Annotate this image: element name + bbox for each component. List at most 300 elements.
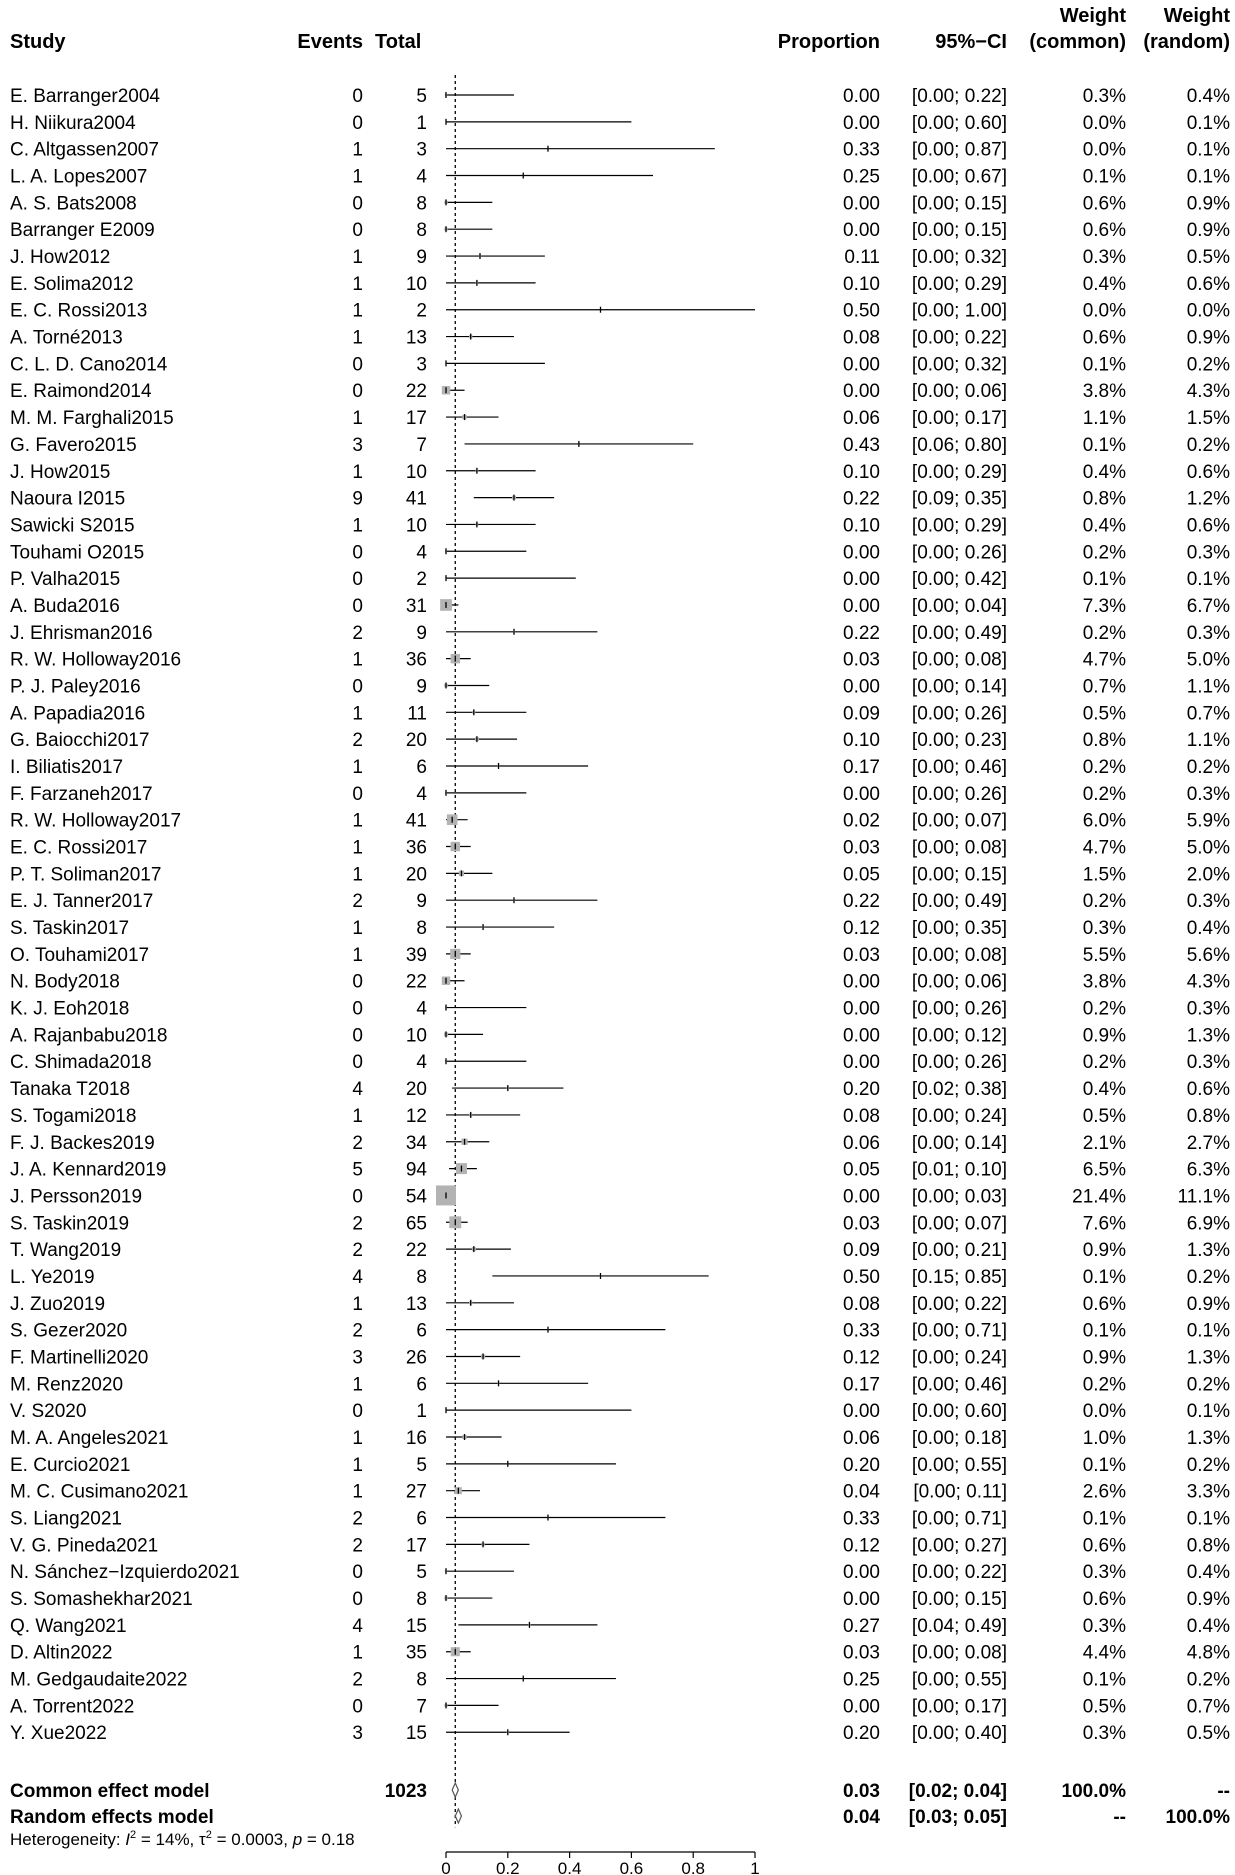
study-total: 9 [416,676,427,698]
study-weight-random: 0.6% [1186,461,1230,483]
study-total: 5 [416,86,427,107]
study-weight-random: 0.3% [1186,783,1230,805]
study-weight-random: 0.8% [1186,1535,1230,1557]
study-ci: [0.00; 0.46] [911,1374,1007,1396]
study-total: 4 [416,166,427,188]
study-weight-random: 4.3% [1186,381,1230,403]
study-name: G. Favero2015 [10,434,137,456]
study-total: 7 [416,434,427,456]
study-proportion: 0.00 [843,1589,880,1611]
study-proportion: 0.12 [843,1535,880,1557]
study-total: 94 [405,1159,427,1181]
study-weight-random: 5.6% [1186,944,1230,966]
study-total: 10 [405,1025,427,1047]
study-weight-random: 1.5% [1186,408,1230,430]
study-ci: [0.00; 0.26] [911,542,1007,564]
study-total: 7 [416,1696,427,1718]
study-events: 0 [352,354,363,376]
study-ci: [0.00; 0.87] [911,139,1007,161]
x-tick-label: 0 [441,1859,451,1875]
study-weight-common: 0.1% [1082,434,1126,456]
study-proportion: 0.10 [843,730,880,752]
x-tick-label: 0.6 [619,1859,644,1875]
study-weight-common: 6.0% [1082,810,1126,832]
study-weight-common: 0.0% [1082,1401,1126,1423]
study-weight-random: 0.7% [1186,703,1230,725]
study-weight-common: 4.7% [1082,649,1126,671]
study-weight-random: 0.0% [1186,300,1230,322]
model-proportion: 0.03 [843,1781,880,1802]
study-weight-random: 0.3% [1186,542,1230,564]
study-ci: [0.00; 0.60] [911,112,1007,134]
study-total: 54 [405,1186,427,1208]
model-weight-random: -- [1217,1781,1230,1802]
study-proportion: 0.00 [843,381,880,403]
study-ci: [0.00; 0.06] [911,971,1007,993]
study-ci: [0.00; 0.22] [911,327,1007,349]
study-ci: [0.04; 0.49] [911,1615,1007,1637]
study-ci: [0.06; 0.80] [911,434,1007,456]
study-ci: [0.00; 0.14] [911,676,1007,698]
study-name: G. Baiocchi2017 [10,730,150,752]
study-weight-common: 5.5% [1082,944,1126,966]
study-name: L. A. Lopes2007 [10,166,148,188]
study-ci: [0.00; 0.03] [911,1186,1007,1208]
study-weight-common: 0.3% [1082,247,1126,269]
study-proportion: 0.25 [843,1669,880,1691]
study-weight-random: 1.3% [1186,1025,1230,1047]
study-name: R. W. Holloway2017 [10,810,182,832]
study-total: 39 [405,944,427,966]
study-weight-common: 1.5% [1082,864,1126,886]
study-weight-random: 0.1% [1186,112,1230,134]
study-events: 0 [352,220,363,242]
study-weight-random: 4.8% [1186,1642,1230,1664]
study-total: 34 [405,1132,427,1154]
header-total: Total [375,31,422,53]
study-weight-common: 0.6% [1082,193,1126,215]
study-events: 0 [352,1186,363,1208]
study-weight-random: 0.2% [1186,1669,1230,1691]
study-weight-random: 1.1% [1186,676,1230,698]
study-proportion: 0.08 [843,1293,880,1315]
study-weight-random: 0.2% [1186,1454,1230,1476]
study-proportion: 0.33 [843,139,880,161]
study-events: 1 [352,703,363,725]
model-ci: [0.03; 0.05] [908,1807,1007,1828]
study-weight-common: 0.3% [1082,1562,1126,1584]
study-weight-common: 0.9% [1082,1240,1126,1262]
p-value: = 0.18 [302,1830,355,1849]
study-proportion: 0.04 [843,1481,880,1503]
study-events: 0 [352,193,363,215]
study-weight-common: 1.0% [1082,1428,1126,1449]
study-ci: [0.00; 0.04] [911,595,1007,617]
study-events: 2 [352,1508,363,1530]
study-weight-common: 0.3% [1082,86,1126,107]
study-name: D. Altin2022 [10,1642,113,1664]
study-weight-random: 0.4% [1186,918,1230,940]
study-total: 36 [405,649,427,671]
study-events: 0 [352,1401,363,1423]
study-ci: [0.00; 0.18] [911,1428,1007,1449]
study-name: F. Martinelli2020 [10,1347,149,1369]
study-total: 9 [416,891,427,913]
study-weight-common: 0.7% [1082,676,1126,698]
study-total: 12 [405,1105,427,1127]
study-proportion: 0.50 [843,300,880,322]
study-weight-common: 0.0% [1082,300,1126,322]
study-total: 35 [405,1642,427,1664]
study-proportion: 0.27 [843,1615,880,1637]
study-total: 22 [405,381,427,403]
study-weight-common: 0.3% [1082,1723,1126,1745]
header-ci: 95%−CI [935,31,1007,53]
study-events: 1 [352,810,363,832]
study-name: C. L. D. Cano2014 [10,354,168,376]
study-proportion: 0.10 [843,461,880,483]
study-ci: [0.00; 0.29] [911,461,1007,483]
plot-marks [436,75,755,1827]
study-ci: [0.00; 0.15] [911,1589,1007,1611]
study-proportion: 0.00 [843,1052,880,1074]
study-ci: [0.00; 0.24] [911,1347,1007,1369]
study-name: Q. Wang2021 [10,1615,127,1637]
study-weight-common: 2.1% [1082,1132,1126,1154]
study-events: 2 [352,1132,363,1154]
study-proportion: 0.00 [843,1186,880,1208]
study-proportion: 0.05 [843,1159,880,1181]
study-name: E. C. Rossi2013 [10,300,148,322]
study-total: 6 [416,1374,427,1396]
study-proportion: 0.00 [843,193,880,215]
study-events: 0 [352,676,363,698]
study-events: 0 [352,112,363,134]
study-events: 2 [352,1213,363,1235]
study-ci: [0.00; 0.12] [911,1025,1007,1047]
study-name: E. Solima2012 [10,273,134,295]
study-weight-common: 0.3% [1082,918,1126,940]
study-proportion: 0.00 [843,595,880,617]
study-proportion: 0.11 [844,247,880,269]
study-weight-random: 3.3% [1186,1481,1230,1503]
study-name: E. Barranger2004 [10,86,160,107]
study-weight-common: 0.2% [1082,1374,1126,1396]
study-events: 4 [352,1615,363,1637]
column-headers [10,5,1230,53]
study-proportion: 0.33 [843,1508,880,1530]
study-weight-random: 6.7% [1186,595,1230,617]
study-name: A. Torné2013 [10,327,123,349]
study-weight-random: 0.1% [1186,139,1230,161]
study-ci: [0.01; 0.10] [911,1159,1007,1181]
study-total: 11 [407,703,427,725]
study-proportion: 0.20 [843,1723,880,1745]
study-ci: [0.00; 0.26] [911,1052,1007,1074]
heterogeneity-text [10,1829,355,1849]
study-name: J. Persson2019 [10,1186,143,1208]
study-events: 2 [352,1320,363,1342]
study-weight-random: 0.9% [1186,220,1230,242]
study-total: 1 [416,112,427,134]
model-proportion: 0.04 [843,1807,880,1828]
study-events: 1 [352,515,363,537]
study-total: 13 [405,327,427,349]
study-events: 1 [352,1454,363,1476]
study-proportion: 0.00 [843,542,880,564]
study-events: 0 [352,86,363,107]
study-total: 10 [405,515,427,537]
study-events: 1 [352,837,363,859]
study-weight-random: 0.5% [1186,247,1230,269]
study-ci: [0.00; 0.24] [911,1105,1007,1127]
study-events: 0 [352,569,363,591]
study-ci: [0.00; 0.26] [911,783,1007,805]
study-name: J. A. Kennard2019 [10,1159,167,1181]
study-ci: [0.15; 0.85] [911,1266,1007,1288]
study-events: 2 [352,1535,363,1557]
study-ci: [0.00; 0.40] [911,1723,1007,1745]
study-weight-random: 0.6% [1186,273,1230,295]
study-weight-common: 0.9% [1082,1025,1126,1047]
tau-value: = 0.0003, [211,1830,293,1849]
study-weight-random: 0.1% [1186,1320,1230,1342]
study-proportion: 0.00 [843,676,880,698]
study-proportion: 0.03 [843,1213,880,1235]
study-weight-random: 0.5% [1186,1723,1230,1745]
study-ci: [0.00; 0.49] [911,622,1007,644]
study-weight-random: 1.3% [1186,1347,1230,1369]
study-name: S. Togami2018 [10,1105,137,1127]
study-proportion: 0.00 [843,220,880,242]
study-events: 1 [352,1105,363,1127]
study-weight-common: 0.8% [1082,730,1126,752]
study-proportion: 0.00 [843,112,880,134]
study-events: 9 [352,488,363,510]
study-weight-common: 0.2% [1082,542,1126,564]
study-name: S. Taskin2017 [10,918,130,940]
study-total: 22 [405,1240,427,1262]
study-total: 4 [416,542,427,564]
study-proportion: 0.03 [843,649,880,671]
study-weight-common: 0.2% [1082,998,1126,1020]
study-ci: [0.00; 0.26] [911,703,1007,725]
study-events: 0 [352,595,363,617]
study-weight-common: 0.8% [1082,488,1126,510]
study-proportion: 0.43 [843,434,880,456]
i2-symbol: I [125,1830,131,1849]
study-name: S. Taskin2019 [10,1213,130,1235]
study-total: 6 [416,1508,427,1530]
study-events: 1 [352,1374,363,1396]
study-total: 26 [405,1347,427,1369]
study-ci: [0.00; 0.21] [911,1240,1007,1262]
study-name: A. S. Bats2008 [10,193,137,215]
study-weight-common: 7.6% [1082,1213,1126,1235]
study-weight-common: 0.1% [1082,166,1126,188]
study-name: E. Curcio2021 [10,1454,131,1476]
study-proportion: 0.20 [843,1454,880,1476]
study-weight-random: 5.9% [1186,810,1230,832]
study-name: L. Ye2019 [10,1266,95,1288]
study-name: F. J. Backes2019 [10,1132,155,1154]
study-proportion: 0.08 [843,1105,880,1127]
study-ci: [0.00; 0.14] [911,1132,1007,1154]
study-ci: [0.00; 0.08] [911,1642,1007,1664]
study-weight-random: 0.4% [1186,1562,1230,1584]
study-weight-random: 0.8% [1186,1105,1230,1127]
study-proportion: 0.00 [843,86,880,107]
study-weight-common: 0.6% [1082,1535,1126,1557]
study-weight-common: 0.2% [1082,757,1126,778]
study-name: Barranger E2009 [10,220,155,242]
study-name: I. Biliatis2017 [10,757,124,778]
study-weight-common: 0.9% [1082,1347,1126,1369]
study-events: 1 [352,1481,363,1503]
header-study: Study [10,31,66,53]
study-total: 27 [405,1481,427,1503]
study-proportion: 0.00 [843,1562,880,1584]
model-weight-random: 100.0% [1165,1807,1230,1828]
study-total: 2 [416,300,427,322]
study-total: 2 [416,569,427,591]
study-ci: [0.00; 0.27] [911,1535,1007,1557]
study-events: 1 [352,247,363,269]
study-events: 4 [352,1266,363,1288]
study-events: 0 [352,971,363,993]
study-events: 1 [352,944,363,966]
study-total: 9 [416,622,427,644]
study-weight-random: 1.1% [1186,730,1230,752]
study-weight-random: 0.9% [1186,327,1230,349]
study-weight-random: 0.3% [1186,998,1230,1020]
study-proportion: 0.06 [843,408,880,430]
model-ci: [0.02; 0.04] [908,1781,1007,1802]
study-weight-random: 5.0% [1186,837,1230,859]
study-ci: [0.00; 0.17] [911,408,1007,430]
study-weight-common: 0.4% [1082,1079,1126,1101]
study-weight-common: 3.8% [1082,381,1126,403]
study-name: S. Somashekhar2021 [10,1589,193,1611]
study-name: K. J. Eoh2018 [10,998,130,1020]
study-weight-common: 0.6% [1082,220,1126,242]
study-name: M. Renz2020 [10,1374,124,1396]
study-name: M. C. Cusimano2021 [10,1481,189,1503]
study-events: 0 [352,1696,363,1718]
study-proportion: 0.22 [843,488,880,510]
study-name: P. T. Soliman2017 [10,864,162,886]
study-weight-common: 0.6% [1082,327,1126,349]
study-ci: [0.00; 0.17] [911,1696,1007,1718]
study-proportion: 0.22 [843,622,880,644]
study-events: 1 [352,1428,363,1449]
study-proportion: 0.25 [843,166,880,188]
study-weight-common: 1.1% [1082,408,1126,430]
study-ci: [0.00; 0.07] [911,810,1007,832]
study-name: C. Altgassen2007 [10,139,159,161]
study-name: N. Body2018 [10,971,120,993]
study-proportion: 0.20 [843,1079,880,1101]
model-name: Common effect model [10,1781,210,1802]
header-proportion: Proportion [777,31,880,53]
study-events: 2 [352,891,363,913]
model-name: Random effects model [10,1807,214,1828]
study-name: A. Buda2016 [10,595,120,617]
study-total: 22 [405,971,427,993]
study-weight-common: 0.5% [1082,1696,1126,1718]
study-name: Y. Xue2022 [10,1723,107,1745]
study-total: 17 [405,408,427,430]
x-axis [441,1852,759,1875]
study-events: 1 [352,864,363,886]
study-total: 8 [416,193,427,215]
study-proportion: 0.00 [843,1401,880,1423]
study-total: 6 [416,757,427,778]
pooled-diamond [455,1809,461,1823]
study-name: E. Raimond2014 [10,381,152,403]
study-weight-random: 0.9% [1186,193,1230,215]
study-proportion: 0.03 [843,944,880,966]
tau-symbol: τ [199,1830,206,1849]
x-tick-label: 0.8 [681,1859,706,1875]
study-events: 1 [352,166,363,188]
study-total: 8 [416,1589,427,1611]
study-total: 20 [405,864,427,886]
study-total: 3 [416,354,427,376]
study-events: 1 [352,918,363,940]
study-weight-random: 0.4% [1186,1615,1230,1637]
study-events: 0 [352,783,363,805]
study-proportion: 0.12 [843,1347,880,1369]
study-proportion: 0.50 [843,1266,880,1288]
study-name: N. Sánchez−Izquierdo2021 [10,1562,240,1584]
study-weight-random: 0.2% [1186,1374,1230,1396]
study-weight-random: 0.4% [1186,86,1230,107]
header-weight-random-sub: (random) [1143,31,1230,53]
study-total: 8 [416,1266,427,1288]
study-weight-random: 0.6% [1186,515,1230,537]
study-events: 0 [352,542,363,564]
study-events: 0 [352,381,363,403]
study-name: S. Liang2021 [10,1508,122,1530]
study-ci: [0.00; 0.71] [911,1508,1007,1530]
study-weight-common: 0.5% [1082,1105,1126,1127]
study-weight-common: 0.0% [1082,112,1126,134]
study-name: J. Ehrisman2016 [10,622,153,644]
study-total: 5 [416,1454,427,1476]
study-events: 2 [352,1669,363,1691]
study-ci: [0.00; 0.15] [911,193,1007,215]
study-total: 3 [416,139,427,161]
study-ci: [0.00; 0.22] [911,1562,1007,1584]
study-proportion: 0.08 [843,327,880,349]
study-events: 0 [352,1562,363,1584]
study-weight-random: 0.3% [1186,622,1230,644]
study-weight-common: 0.1% [1082,1266,1126,1288]
study-proportion: 0.03 [843,837,880,859]
study-ci: [0.00; 0.26] [911,998,1007,1020]
study-ci: [0.00; 0.29] [911,273,1007,295]
study-name: A. Papadia2016 [10,703,146,725]
header-weight-common-sub: (common) [1029,31,1126,53]
study-total: 65 [405,1213,427,1235]
i2-exp: 2 [130,1829,137,1841]
study-total: 41 [405,488,427,510]
study-name: Sawicki S2015 [10,515,135,537]
study-ci: [0.00; 0.22] [911,86,1007,107]
study-weight-random: 0.1% [1186,1401,1230,1423]
i2-value: = 14%, [136,1830,200,1849]
